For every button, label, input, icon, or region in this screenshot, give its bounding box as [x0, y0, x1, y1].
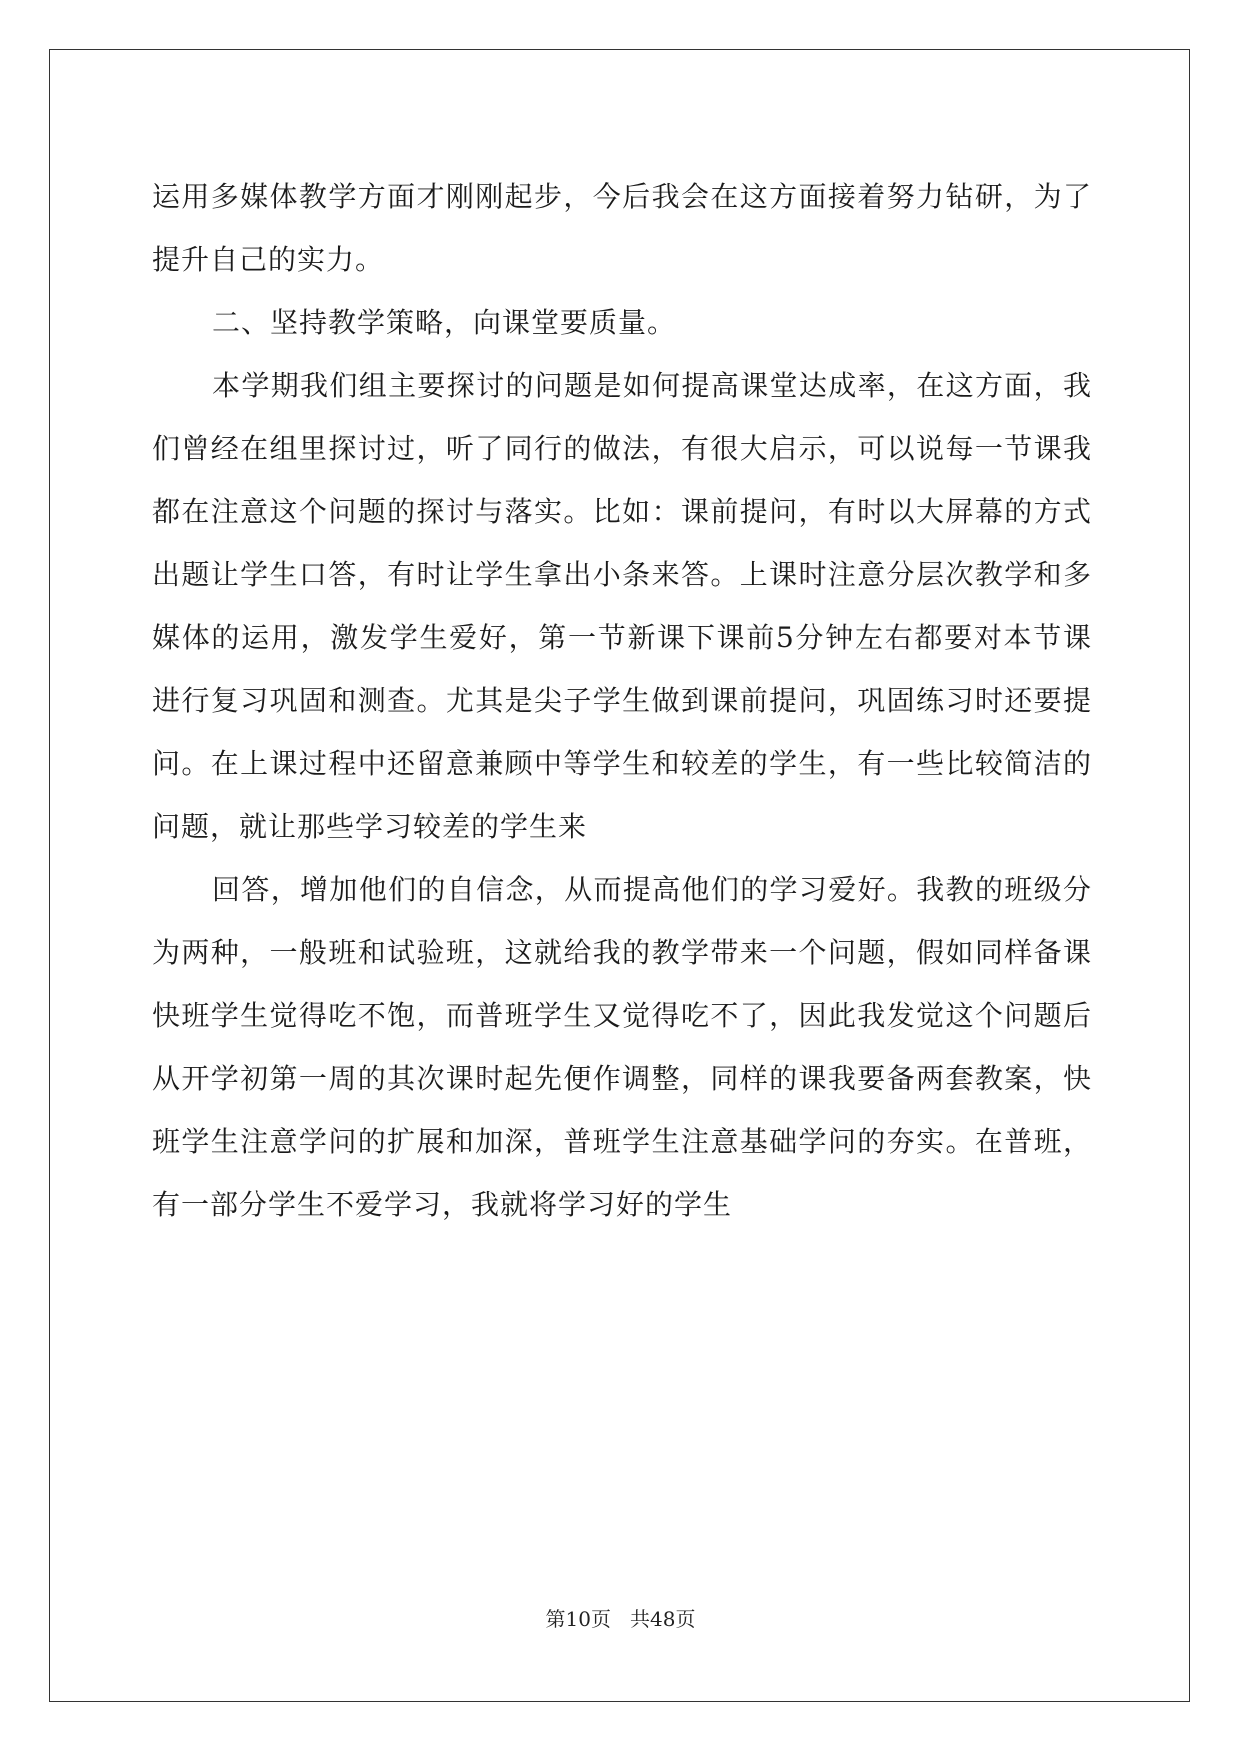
- paragraph-2: 本学期我们组主要探讨的问题是如何提高课堂达成率，在这方面，我们曾经在组里探讨过，听了同行的做法，有很大启示，可以说每一节课我都在注意这个问题的探讨与落实。比如：课前提问，有时以大屏幕的方式出题让学生口答，有时让学生拿出小条来答。上课时注意分层次教学和多媒体的运用，激发学生爱好，第一节新课下课前5分钟左右都要对本节课进行复习巩固和测查。尤其是尖子学生做到课前提问，巩固练习时还要提问。在上课过程中还留意兼顾中等学生和较差的学生，有一些比较简洁的问题，就让那些学习较差的学生来: [152, 369, 1092, 843]
- paragraph-1: 运用多媒体教学方面才刚刚起步，今后我会在这方面接着努力钻研，为了提升自己的实力。: [152, 180, 1092, 276]
- page-number: 10: [565, 1607, 591, 1631]
- page-footer: [0, 1607, 1241, 1631]
- section-heading: 二、坚持教学策略，向课堂要质量。: [212, 306, 677, 339]
- paragraph-3: 回答，增加他们的自信念，从而提高他们的学习爱好。我教的班级分为两种，一般班和试验班，这就给我的教学带来一个问题，假如同样备课快班学生觉得吃不饱，而普班学生又觉得吃不了，因此我发觉这个问题后从开学初第一周的其次课时起先便作调整，同样的课我要备两套教案，快班学生注意学问的扩展和加深，普班学生注意基础学问的夯实。在普班，有一部分学生不爱学习，我就将学习好的学生: [152, 873, 1092, 1221]
- total-label-prefix: 共: [630, 1607, 651, 1631]
- document-body: [152, 165, 1092, 1236]
- page-label-prefix: 第: [545, 1607, 566, 1631]
- total-label-suffix: 页: [675, 1607, 696, 1631]
- total-pages: 48: [650, 1607, 676, 1631]
- page-label-suffix: 页: [590, 1607, 611, 1631]
